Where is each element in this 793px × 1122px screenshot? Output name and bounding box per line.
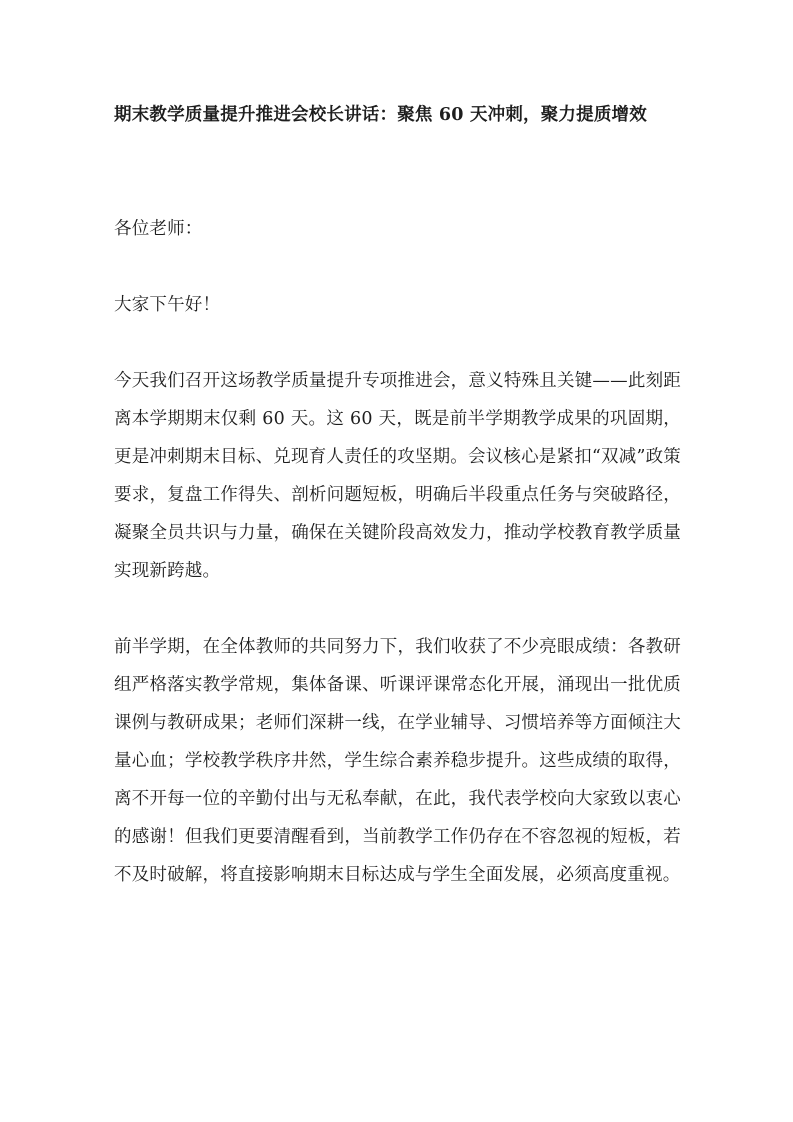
body-paragraph-2: 前半学期，在全体教师的共同努力下，我们收获了不少亮眼成绩：各教研组严格落实教学常规，集体备课、听课评课常态化开展，涌现出一批优质课例与教研成果；老师们深耕一线，在学业辅导、习惯培养等方面倾注大量心血；学校教学秩序井然，学生综合素养稳步提升。这些成绩的取得，离不开每一位的辛勤付出与无私奉献，在此，我代表学校向大家致以衷心的感谢！但我们更要清醒看到，当前教学工作仍存在不容忽视的短板，若不及时破解，将直接影响期末目标达成与学生全面发展，必须高度重视。 xyxy=(114,637,681,885)
greeting-line: 大家下午好！ xyxy=(114,295,221,315)
spacer-after-salutation xyxy=(114,248,681,286)
spacer-after-greeting xyxy=(114,324,681,362)
body-paragraph-1: 今天我们召开这场教学质量提升专项推进会，意义特殊且关键——此刻距离本学期期末仅剩 60 天。这 60 天，既是前半学期教学成果的巩固期，更是冲刺期末目标、兑现育人责任的攻坚期。会议核心是紧扣“双减”政策要求，复盘工作得失、剖析问题短板，明确后半段重点任务与突破路径，凝聚全员共识与力量，确保在关键阶段高效发力，推动学校教育教学质量实现新跨越。 xyxy=(114,371,681,581)
salutation-line: 各位老师： xyxy=(114,219,203,239)
spacer-after-title xyxy=(114,134,681,210)
document-body xyxy=(114,96,681,894)
spacer-between-paragraphs xyxy=(114,590,681,628)
document-title: 期末教学质量提升推进会校长讲话：聚焦 60 天冲刺，聚力提质增效 xyxy=(114,105,647,125)
